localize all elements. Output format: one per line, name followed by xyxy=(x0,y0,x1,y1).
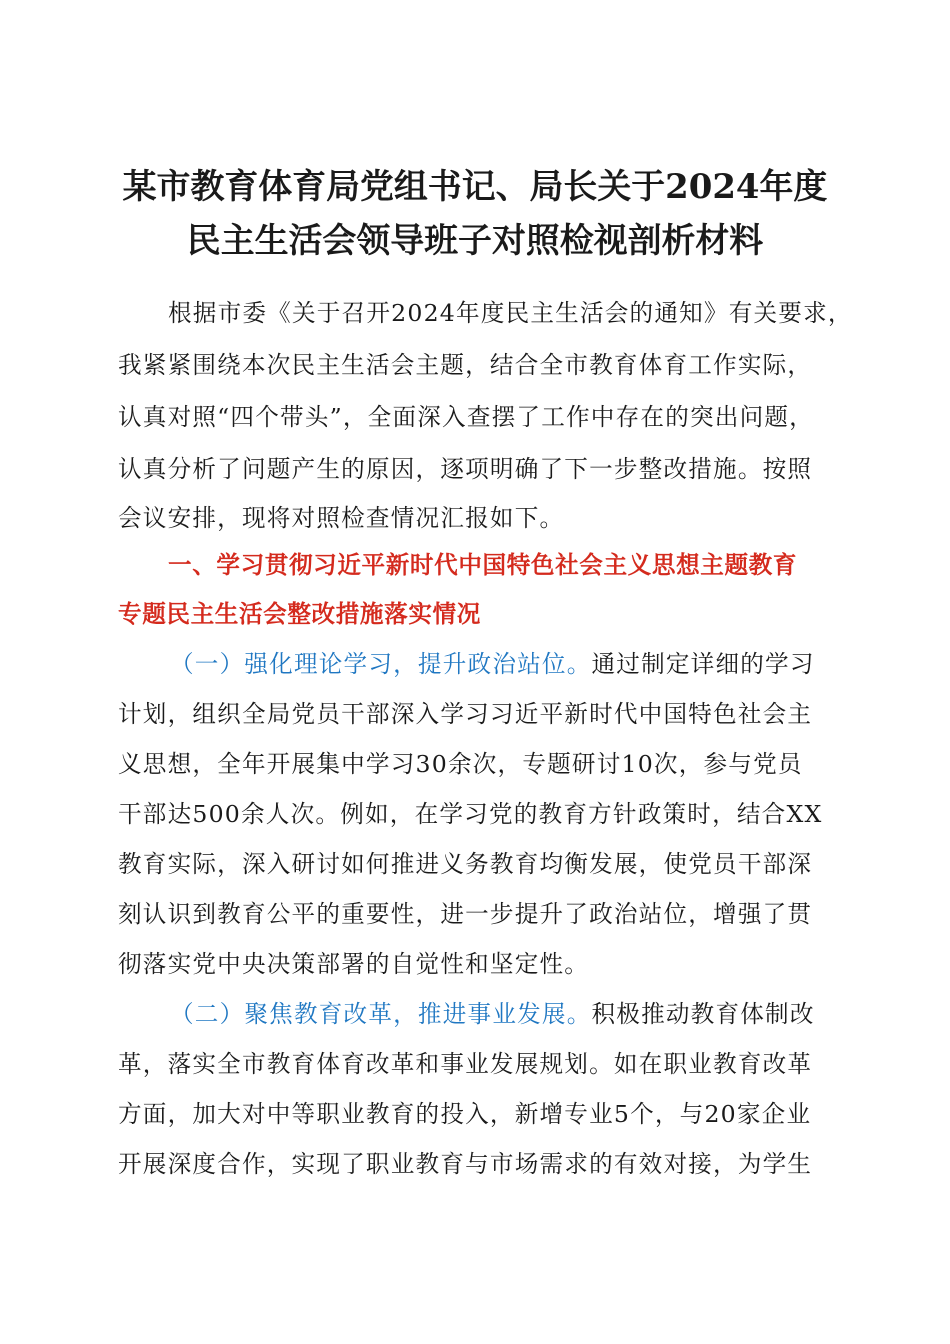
subsection-1-line-2: 计划，组织全局党员干部深入学习习近平新时代中国特色社会主 xyxy=(118,700,813,728)
subsection-1-line-3: 义思想，全年开展集中学习30余次，专题研讨10次，参与党员 xyxy=(118,750,803,778)
subsection-1-first-line xyxy=(170,647,815,681)
subsection-2-line-3: 方面，加大对中等职业教育的投入，新增专业5个，与20家企业 xyxy=(118,1100,812,1128)
subsection-1-title: （一）强化理论学习，提升政治站位。 xyxy=(170,650,592,678)
subsection-2-line-4: 开展深度合作，实现了职业教育与市场需求的有效对接，为学生 xyxy=(118,1150,813,1178)
intro-line-1: 根据市委《关于召开2024年度民主生活会的通知》有关要求， xyxy=(168,299,853,327)
subsection-2-first-line xyxy=(170,997,815,1031)
subsection-1-line-6: 刻认识到教育公平的重要性，进一步提升了政治站位，增强了贯 xyxy=(118,900,813,928)
section-1-heading-line-2: 专题民主生活会整改措施落实情况 xyxy=(118,600,481,628)
subsection-2-first-line-text: 积极推动教育体制改 xyxy=(591,1000,815,1028)
subsection-1-first-line-text: 通过制定详细的学习 xyxy=(591,650,815,678)
document-title-line-1: 某市教育体育局党组书记、局长关于2024年度 xyxy=(122,166,828,206)
section-1-heading-line-1: 一、学习贯彻习近平新时代中国特色社会主义思想主题教育 xyxy=(168,551,798,579)
subsection-1-line-5: 教育实际，深入研讨如何推进义务教育均衡发展，使党员干部深 xyxy=(118,850,813,878)
subsection-2-title: （二）聚焦教育改革，推进事业发展。 xyxy=(170,1000,592,1028)
intro-line-4: 认真分析了问题产生的原因，逐项明确了下一步整改措施。按照 xyxy=(118,455,813,483)
intro-line-3: 认真对照“四个带头”，全面深入查摆了工作中存在的突出问题， xyxy=(118,403,814,431)
subsection-1-line-4: 干部达500余人次。例如，在学习党的教育方针政策时，结合XX xyxy=(118,800,823,828)
subsection-2-line-2: 革，落实全市教育体育改革和事业发展规划。如在职业教育改革 xyxy=(118,1050,813,1078)
intro-line-5: 会议安排，现将对照检查情况汇报如下。 xyxy=(118,504,565,532)
document-title-line-2: 民主生活会领导班子对照检视剖析材料 xyxy=(186,220,764,260)
subsection-1-line-7: 彻落实党中央决策部署的自觉性和坚定性。 xyxy=(118,950,590,978)
intro-line-2: 我紧紧围绕本次民主生活会主题，结合全市教育体育工作实际， xyxy=(118,351,813,379)
